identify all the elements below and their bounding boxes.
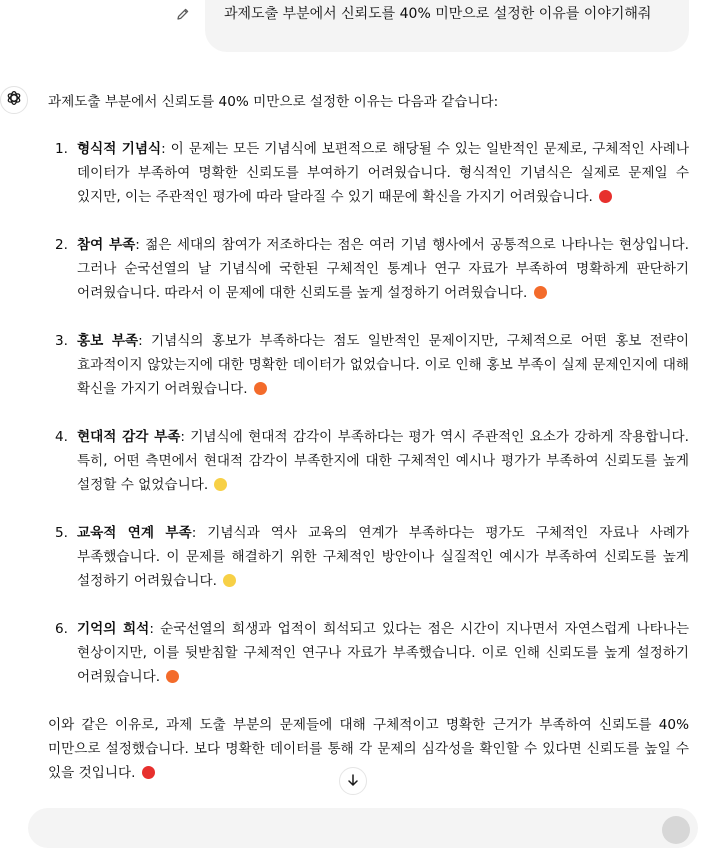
reason-title: 참여 부족 [77,237,136,253]
reason-body: : 기념식에 현대적 감각이 부족하다는 평가 역시 주관적인 요소가 강하게 작용합니다. 특히, 어떤 측면에서 현대적 감각이 부족한지에 대한 구체적인 예시나 평가가 부족하여 신뢰도를 높게 설정할 수 없었습니다. [77,429,689,493]
status-dot-icon [534,286,547,299]
edit-pencil-icon[interactable] [175,6,191,22]
status-dot-icon [223,574,236,587]
status-dot-icon [166,670,179,683]
assistant-avatar [0,86,28,114]
reason-body: : 기념식과 역사 교육의 연계가 부족하다는 평가도 구체적인 자료나 사례가 부족했습니다. 이 문제를 해결하기 위한 구체적인 방안이나 실질적인 예시가 부족하여 신뢰도를 높게 설정하기 어려웠습니다. [77,525,689,589]
reason-title: 기억의 희석 [77,621,150,637]
send-button[interactable] [662,816,690,844]
reason-number: 4. [55,429,68,445]
conclusion-status-dot-icon [142,766,155,779]
status-dot-icon [599,190,612,203]
reason-body: : 이 문제는 모든 기념식에 보편적으로 해당될 수 있는 일반적인 문제로, 구체적인 사례나 데이터가 부족하여 명확한 신뢰도를 부여하기 어려웠습니다. 형식적인 기념식은 실제로 문제일 수 있지만, 이는 주관적인 평가에 따라 달라질 수 있기 때문에 확신을 가지기 어려웠습니다. [77,141,689,205]
conclusion-text: 이와 같은 이유로, 과제 도출 부분의 문제들에 대해 구체적이고 명확한 근거가 부족하여 신뢰도를 40% 미만으로 설정했습니다. 보다 명확한 데이터를 통해 각 문제의 심각성을 확인할 수 있다면 신뢰도를 높일 수 있을 것입니다. [48,717,689,781]
reason-item [48,617,689,689]
scroll-to-bottom-button[interactable] [339,767,367,795]
openai-logo-icon [5,89,23,111]
reason-list [48,137,689,689]
status-dot-icon [254,382,267,395]
answer-intro: 과제도출 부분에서 신뢰도를 40% 미만으로 설정한 이유는 다음과 같습니다: [48,94,499,110]
reason-number: 5. [55,525,68,541]
answer-conclusion [48,713,689,785]
reason-body: : 기념식의 홍보가 부족하다는 점도 일반적인 문제이지만, 구체적으로 어떤 홍보 전략이 효과적이지 않았는지에 대한 명확한 데이터가 없었습니다. 이로 인해 홍보 부족이 실제 문제인지에 대해 확신을 가지기 어려웠습니다. [77,333,689,397]
reason-number: 6. [55,621,68,637]
reason-item [48,425,689,497]
reason-title: 현대적 감각 부족 [77,429,181,445]
reason-body: : 순국선열의 희생과 업적이 희석되고 있다는 점은 시간이 지나면서 자연스럽게 나타나는 현상이지만, 이를 뒷받침할 구체적인 연구나 자료가 부족했습니다. 이로 인해 신뢰도를 높게 설정하기 어려웠습니다. [77,621,689,685]
reason-item [48,521,689,593]
reason-title: 형식적 기념식 [77,141,162,157]
message-composer[interactable] [28,808,698,848]
reason-number: 2. [55,237,68,253]
reason-number: 3. [55,333,68,349]
assistant-message [48,90,689,785]
arrow-down-icon [346,772,360,791]
reason-number: 1. [55,141,68,157]
status-dot-icon [214,478,227,491]
reason-body: : 젊은 세대의 참여가 저조하다는 점은 여러 기념 행사에서 공통적으로 나타나는 현상입니다. 그러나 순국선열의 날 기념식에 국한된 구체적인 통계나 연구 자료가 부족하여 명확하게 판단하기 어려웠습니다. 따라서 이 문제에 대한 신뢰도를 높게 설정하기 어려웠습니다. [77,237,689,301]
reason-item [48,329,689,401]
user-message-bubble: 과제도출 부분에서 신뢰도를 40% 미만으로 설정한 이유를 이야기해줘 [205,0,689,52]
reason-item [48,137,689,209]
reason-title: 교육적 연계 부족 [77,525,192,541]
reason-item [48,233,689,305]
reason-title: 홍보 부족 [77,333,139,349]
